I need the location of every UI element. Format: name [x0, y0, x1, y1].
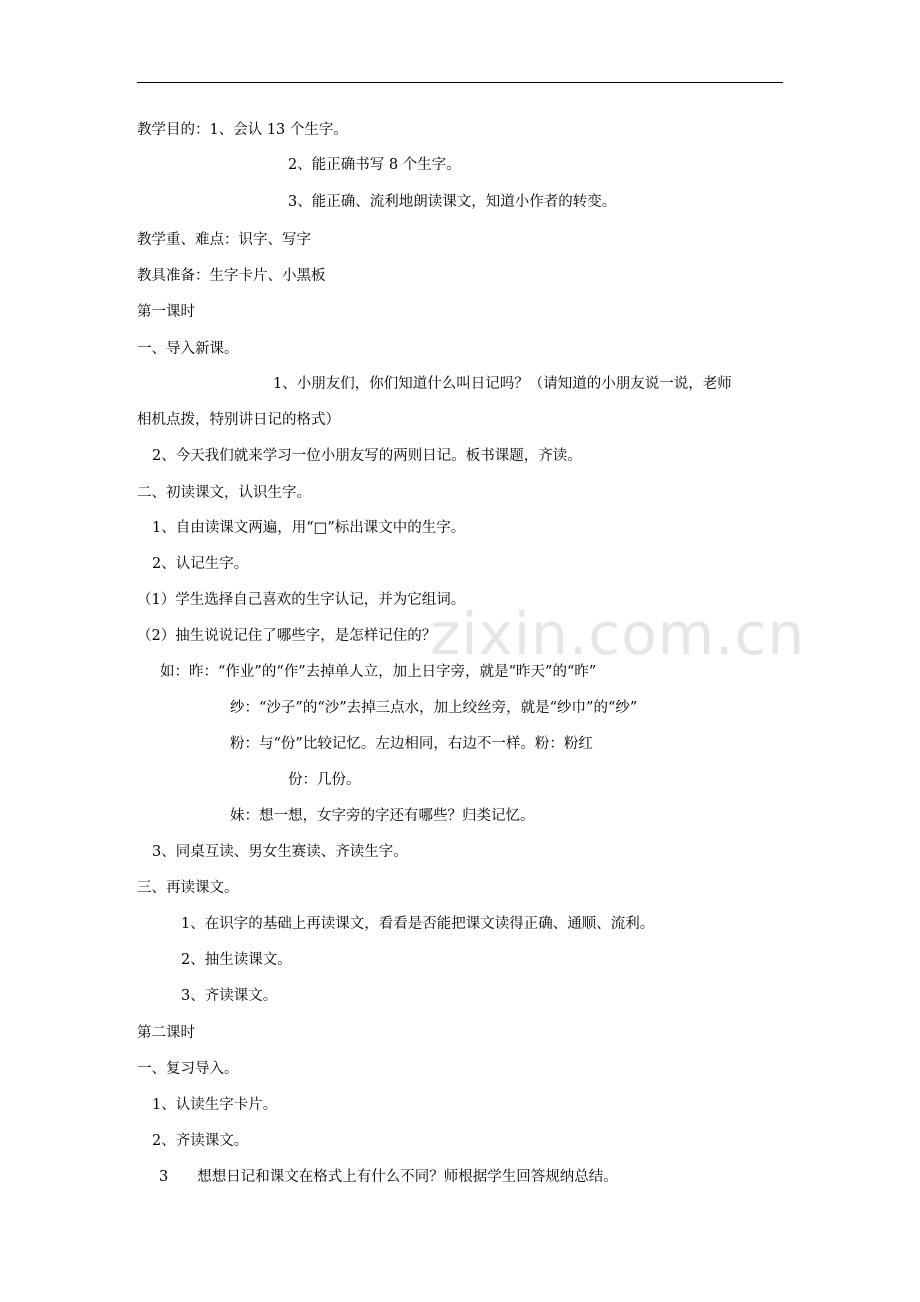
paragraph-line: 相机点拨，特别讲日记的格式）: [137, 412, 340, 428]
paragraph-line: 3、同桌互读、男女生赛读、齐读生字。: [152, 844, 408, 860]
lesson-2-heading: 第二课时: [137, 1025, 195, 1041]
paragraph-line: 2、抽生读课文。: [181, 952, 292, 968]
example-line: 如：昨：“作业”的“作”去掉单人立，加上日字旁，就是“昨天”的“昨”: [160, 664, 597, 680]
objective-3: 3、能正确、流利地朗读课文，知道小作者的转变。: [288, 194, 617, 210]
section-heading: 三、再读课文。: [137, 880, 239, 896]
example-line: 份：几份。: [288, 772, 361, 788]
example-line: 纱：“沙子”的“沙”去掉三点水，加上绞丝旁，就是“纱巾”的“纱”: [230, 700, 638, 716]
example-line: 粉：与“份”比较记忆。左边相同，右边不一样。粉：粉红: [230, 736, 593, 752]
paragraph-line: 2、齐读课文。: [152, 1133, 249, 1149]
paragraph-line: 2、认记生字。: [152, 556, 249, 572]
paragraph-line: 1、在识字的基础上再读课文，看看是否能把课文读得正确、通顺、流利。: [181, 916, 655, 932]
lesson-1-heading: 第一课时: [137, 304, 195, 320]
paragraph-line: （2）抽生说说记住了哪些字，是怎样记住的？: [137, 628, 437, 644]
paragraph-line: 3、齐读课文。: [181, 988, 278, 1004]
header-rule: [137, 82, 783, 83]
watermark: zixin.com.cn: [430, 600, 806, 668]
section-heading: 一、导入新课。: [137, 341, 239, 357]
paragraph-line: 3 想想日记和课文在格式上有什么不同？师根据学生回答规纳总结。: [159, 1169, 618, 1185]
paragraph-line: 1、小朋友们，你们知道什么叫日记吗？（请知道的小朋友说一说，老师: [273, 376, 732, 392]
objective-2: 2、能正确书写 8 个生字。: [288, 157, 461, 173]
paragraph-line: 1、认读生字卡片。: [152, 1097, 278, 1113]
section-heading: 一、复习导入。: [137, 1061, 239, 1077]
paragraph-line: （1）学生选择自己喜欢的生字认记，并为它组词。: [137, 592, 466, 608]
objective-1: 教学目的：1、会认 13 个生字。: [137, 122, 348, 138]
key-points: 教学重、难点：识字、写字: [137, 232, 311, 248]
paragraph-line: 1、自由读课文两遍，用“□”标出课文中的生字。: [152, 520, 466, 536]
section-heading: 二、初读课文，认识生字。: [137, 485, 311, 501]
paragraph-line: 2、今天我们就来学习一位小朋友写的两则日记。板书课题，齐读。: [152, 448, 582, 464]
materials: 教具准备：生字卡片、小黑板: [137, 268, 326, 284]
example-line: 妹：想一想，女字旁的字还有哪些？归类记忆。: [230, 808, 535, 824]
